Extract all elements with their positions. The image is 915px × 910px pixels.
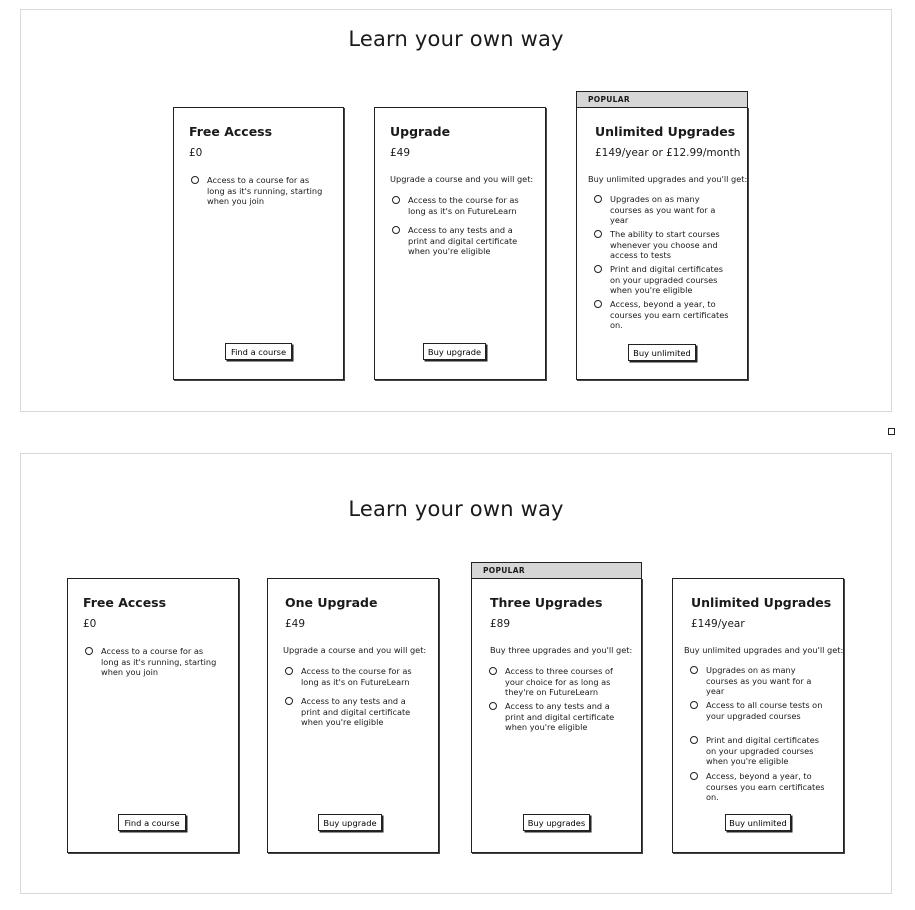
bullet-circle-icon <box>594 265 602 273</box>
feature-text: Access, beyond a year, to courses you earn certificates on. <box>610 299 729 330</box>
feature-text: Access to any tests and a print and digital certificate when you're eligible <box>301 696 411 727</box>
feature-text: Upgrades on as many courses as you want for a year <box>706 665 812 696</box>
buy-upgrade-button[interactable]: Buy upgrade <box>423 343 486 360</box>
feature-text: Access to all course tests on your upgraded courses <box>706 700 823 721</box>
bullet-circle-icon <box>285 697 293 705</box>
bullet-circle-icon <box>594 195 602 203</box>
popular-badge: POPULAR <box>576 91 748 107</box>
plan-name: Unlimited Upgrades <box>595 124 736 139</box>
bullet-circle-icon <box>594 230 602 238</box>
page-title: Learn your own way <box>348 497 564 521</box>
plan-name: One Upgrade <box>285 595 378 610</box>
feature-text: Access to a course for as long as it's running, starting when you join <box>101 646 217 677</box>
plan-price: £0 <box>83 618 97 630</box>
feature-text: Access to the course for as long as it's on FutureLearn <box>301 666 412 687</box>
selection-handle[interactable] <box>888 428 895 435</box>
bullet-circle-icon <box>594 300 602 308</box>
buy-unlimited-button[interactable]: Buy unlimited <box>628 344 696 361</box>
plan-price: £0 <box>189 147 203 159</box>
plan-name: Three Upgrades <box>490 595 603 610</box>
wireframe-panel-a <box>20 9 892 412</box>
plan-intro: Buy three upgrades and you'll get: <box>490 645 633 655</box>
plan-intro: Buy unlimited upgrades and you'll get: <box>588 174 748 184</box>
plan-price: £149/year or £12.99/month <box>595 147 741 159</box>
plan-card-free <box>67 578 239 853</box>
plan-card-upgrade <box>374 107 546 380</box>
feature-text: Access to any tests and a print and digital certificate when you're eligible <box>408 225 518 256</box>
plan-price: £49 <box>390 147 411 159</box>
plan-name: Free Access <box>189 124 273 139</box>
bullet-circle-icon <box>690 772 698 780</box>
feature-text: The ability to start courses whenever you choose and access to tests <box>610 229 720 260</box>
bullet-circle-icon <box>285 667 293 675</box>
bullet-circle-icon <box>489 702 497 710</box>
buy-upgrade-button[interactable]: Buy upgrade <box>318 814 382 831</box>
plan-card-unlimited <box>576 107 748 380</box>
bullet-circle-icon <box>392 226 400 234</box>
bullet-circle-icon <box>392 196 400 204</box>
feature-text: Access to a course for as long as it's running, starting when you join <box>207 175 323 206</box>
bullet-circle-icon <box>690 736 698 744</box>
plan-card-free <box>173 107 344 380</box>
plan-intro: Buy unlimited upgrades and you'll get: <box>684 645 844 655</box>
plan-name: Free Access <box>83 595 167 610</box>
plan-price: £89 <box>490 618 511 630</box>
feature-text: Access, beyond a year, to courses you earn certificates on. <box>706 771 825 802</box>
plan-card-unlimited <box>672 578 844 853</box>
feature-text: Access to three courses of your choice for as long as they're on FutureLearn <box>505 666 613 697</box>
buy-upgrades-button[interactable]: Buy upgrades <box>523 814 590 831</box>
plan-price: £149/year <box>691 618 745 630</box>
feature-text: Print and digital certificates on your upgraded courses when you're eligible <box>610 264 724 295</box>
feature-text: Access to the course for as long as it's on FutureLearn <box>408 195 519 216</box>
bullet-circle-icon <box>690 666 698 674</box>
plan-name: Upgrade <box>390 124 451 139</box>
plan-card-one-upgrade <box>267 578 439 853</box>
feature-text: Upgrades on as many courses as you want for a year <box>610 194 716 225</box>
find-course-button[interactable]: Find a course <box>118 814 186 831</box>
find-course-button[interactable]: Find a course <box>225 343 292 360</box>
plan-intro: Upgrade a course and you will get: <box>390 174 534 184</box>
plan-price: £49 <box>285 618 306 630</box>
buy-unlimited-button[interactable]: Buy unlimited <box>725 814 791 831</box>
plan-name: Unlimited Upgrades <box>691 595 832 610</box>
plan-card-three-upgrades <box>471 578 642 853</box>
popular-badge: POPULAR <box>471 562 642 578</box>
plan-intro: Upgrade a course and you will get: <box>283 645 427 655</box>
bullet-circle-icon <box>690 701 698 709</box>
feature-text: Print and digital certificates on your upgraded courses when you're eligible <box>706 735 820 766</box>
wireframe-panel-b <box>20 453 892 894</box>
bullet-circle-icon <box>85 647 93 655</box>
feature-text: Access to any tests and a print and digital certificate when you're eligible <box>505 701 615 732</box>
bullet-circle-icon <box>191 176 199 184</box>
page-title: Learn your own way <box>348 27 564 51</box>
bullet-circle-icon <box>489 667 497 675</box>
